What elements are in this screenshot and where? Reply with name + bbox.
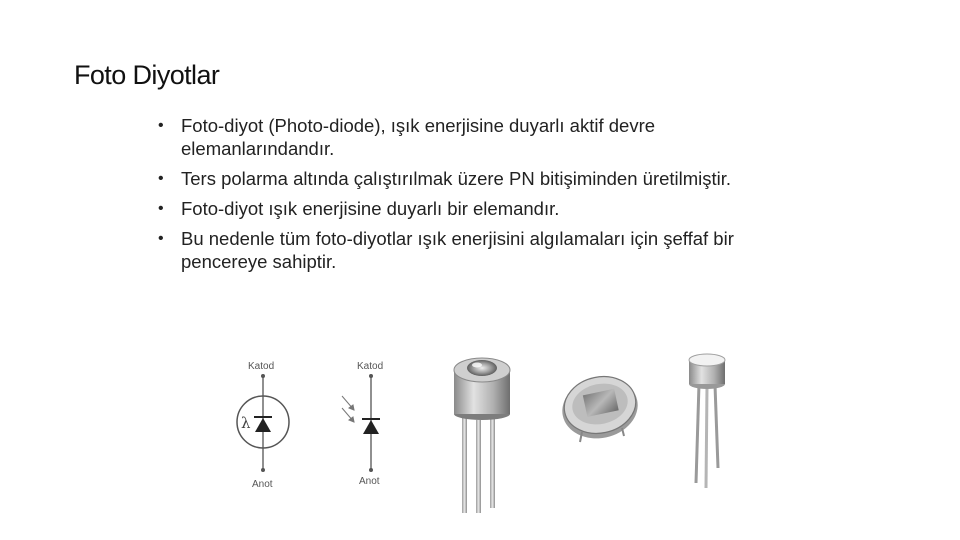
cathode-label: Katod [248, 361, 275, 372]
small-can-photodiode-image [689, 354, 725, 488]
bullet-item [158, 197, 798, 220]
bullet-dot: • [158, 117, 164, 134]
cathode-label: Katod [357, 361, 384, 372]
bullet-text: Foto-diyot (Photo-diode), ışık enerjisine duyarlı aktif devre elemanlarındandır. [181, 115, 656, 159]
bullet-dot: • [158, 230, 164, 247]
bullet-text: Ters polarma altında çalıştırılmak üzere PN bitişiminden üretilmiştir. [181, 168, 732, 189]
slide-title: Foto Diyotlar [74, 60, 220, 90]
bullet-item [158, 167, 798, 190]
bullet-dot: • [158, 200, 164, 217]
photodiode-illustration [230, 348, 750, 518]
bullet-list [158, 114, 798, 280]
bullet-item [158, 114, 798, 160]
photodiode-symbol-arrows [342, 361, 383, 487]
light-arrows-icon [342, 396, 354, 422]
photodiode-symbol-circle [237, 361, 289, 490]
lambda-symbol: λ [241, 414, 251, 432]
anode-label: Anot [252, 479, 273, 490]
bullet-item [158, 227, 798, 273]
anode-label: Anot [359, 476, 380, 487]
bullet-text: Foto-diyot ışık enerjisine duyarlı bir elemandır. [181, 198, 560, 219]
bullet-dot: • [158, 170, 164, 187]
window-photodiode-image [557, 370, 644, 445]
to-can-photodiode-image [454, 358, 510, 513]
photodiode-figure [230, 348, 750, 518]
bullet-text: Bu nedenle tüm foto-diyotlar ışık enerjisini algılamaları için şeffaf bir pencereye sahiptir. [181, 228, 734, 272]
